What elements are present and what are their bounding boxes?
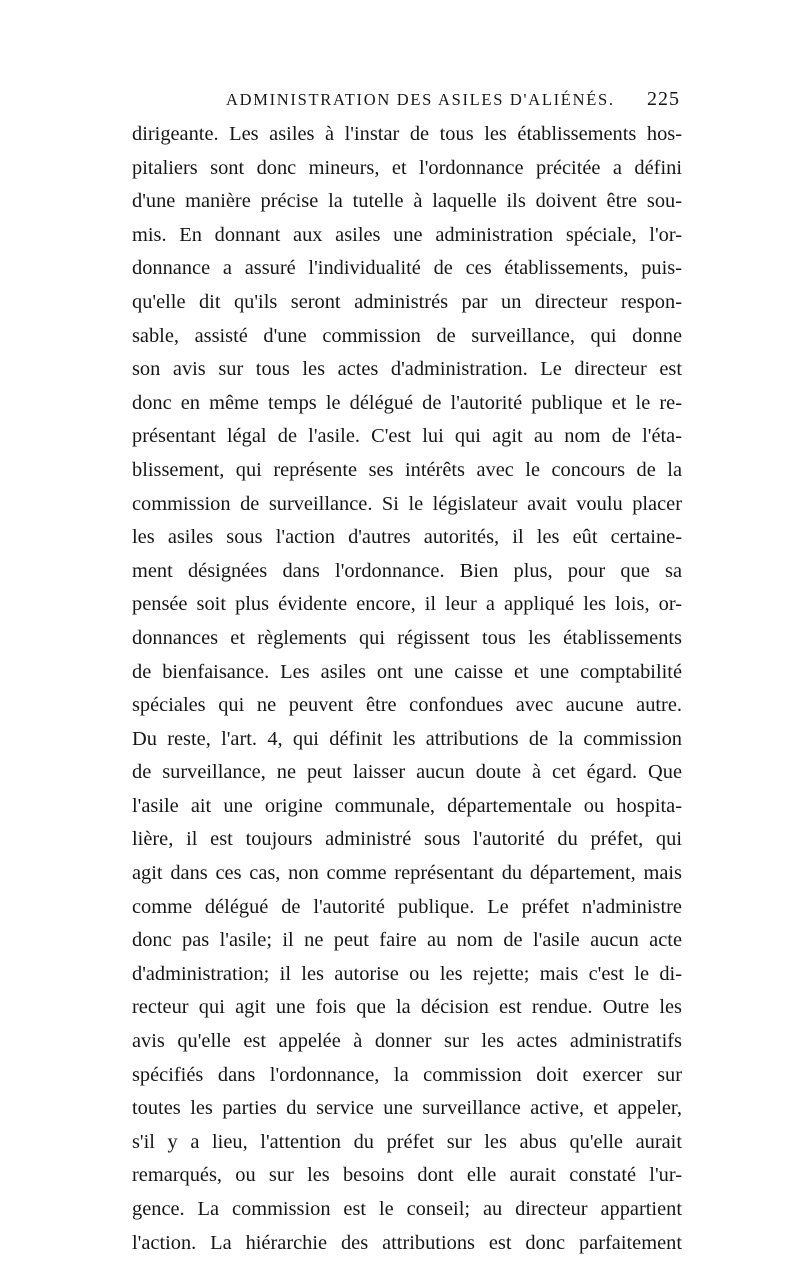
text-line: commission de surveillance. Si le législateur avait voulu placer — [132, 492, 682, 515]
text-line: gence. La commission est le conseil; au directeur appartient — [132, 1198, 682, 1220]
text-line: agit dans ces cas, non comme représentant du département, mais — [132, 862, 682, 885]
page-number: 225 — [647, 88, 680, 110]
text-line: présentant légal de l'asile. C'est lui qui agit au nom de l'éta- — [132, 425, 682, 448]
text-line: remarqués, ou sur les besoins dont elle aurait constaté l'ur- — [132, 1164, 682, 1187]
text-line: d'une manière précise la tutelle à laquelle ils doivent être sou- — [132, 190, 682, 213]
text-line: sable, assisté d'une commission de surveillance, qui donne — [132, 324, 682, 347]
text-line: son avis sur tous les actes d'administration. Le directeur est — [132, 358, 682, 381]
running-head — [128, 90, 682, 120]
body-text — [132, 118, 682, 1260]
text-line: s'il y a lieu, l'attention du préfet sur les abus qu'elle aurait — [132, 1130, 682, 1153]
text-line: ment désignées dans l'ordonnance. Bien plus, pour que sa — [132, 559, 682, 582]
text-line: spéciales qui ne peuvent être confondues avec aucune autre. — [132, 694, 682, 717]
text-line: l'action. La hiérarchie des attributions est donc parfaitement — [132, 1231, 682, 1254]
text-line: l'asile ait une origine communale, départementale ou hospita- — [132, 794, 682, 817]
text-line: spécifiés dans l'ordonnance, la commission doit exercer sur — [132, 1063, 682, 1086]
text-line: qu'elle dit qu'ils seront administrés par un directeur respon- — [132, 290, 682, 313]
text-line: pensée soit plus évidente encore, il leur a appliqué les lois, or- — [132, 593, 682, 616]
text-line: donnances et règlements qui régissent tous les établissements — [132, 626, 682, 649]
text-line: donnance a assuré l'individualité de ces établissements, puis- — [132, 257, 682, 280]
text-line: mis. En donnant aux asiles une administration spéciale, l'or- — [132, 223, 682, 246]
text-line: dirigeante. Les asiles à l'instar de tous les établissements hos- — [132, 123, 682, 145]
text-line: toutes les parties du service une surveillance active, et appeler, — [132, 1097, 682, 1120]
text-line: avis qu'elle est appelée à donner sur les actes administratifs — [132, 1030, 682, 1053]
text-line: comme délégué de l'autorité publique. Le préfet n'administre — [132, 895, 682, 918]
text-line: donc pas l'asile; il ne peut faire au nom de l'asile aucun acte — [132, 929, 682, 952]
text-line: blissement, qui représente ses intérêts avec le concours de la — [132, 458, 682, 481]
text-line: lière, il est toujours administré sous l'autorité du préfet, qui — [132, 828, 682, 851]
text-line: d'administration; il les autorise ou les rejette; mais c'est le di- — [132, 962, 682, 985]
text-line: donc en même temps le délégué de l'autorité publique et le re- — [132, 391, 682, 414]
running-title: ADMINISTRATION DES ASILES D'ALIÉNÉS. — [226, 90, 615, 109]
text-line: pitaliers sont donc mineurs, et l'ordonnance précitée a défini — [132, 156, 682, 179]
text-line: les asiles sous l'action d'autres autorités, il les eût certaine- — [132, 526, 682, 549]
text-line: de surveillance, ne peut laisser aucun doute à cet égard. Que — [132, 761, 682, 784]
text-line: recteur qui agit une fois que la décision est rendue. Outre les — [132, 996, 682, 1019]
text-line: Du reste, l'art. 4, qui définit les attributions de la commission — [132, 727, 682, 750]
text-line: de bienfaisance. Les asiles ont une caisse et une comptabilité — [132, 660, 682, 683]
